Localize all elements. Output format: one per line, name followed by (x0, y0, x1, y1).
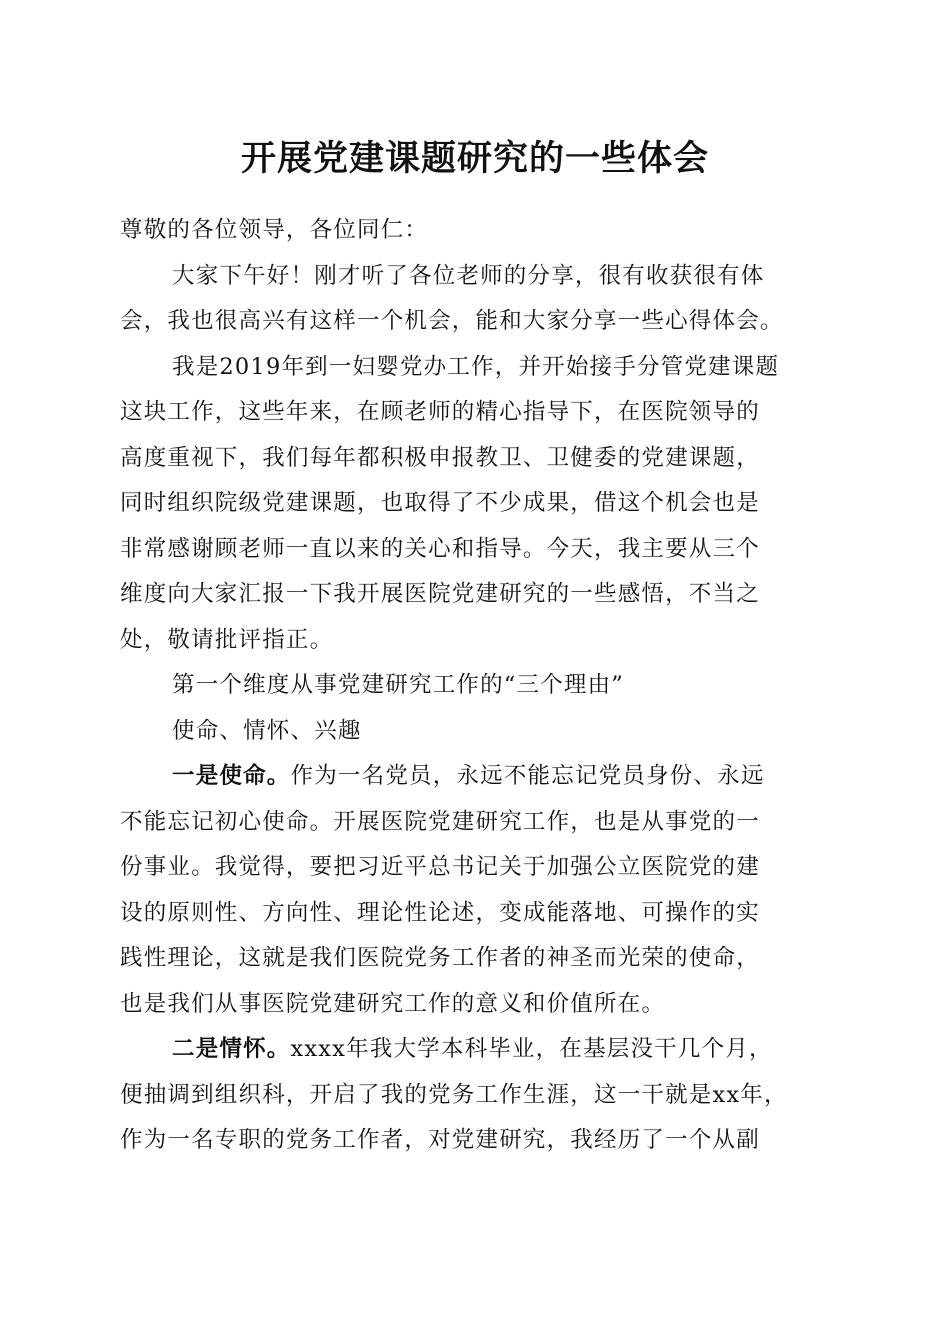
point-text: 作为一名党员，永远不能忘记党员身份、永远 (290, 763, 765, 789)
paragraph-line: 作为一名专职的党务工作者，对党建研究，我经历了一个从副 (120, 1127, 760, 1153)
paragraph-line (120, 1027, 840, 1073)
paragraph-line: 同时组织院级党建课题，也取得了不少成果，借这个机会也是 (120, 490, 760, 516)
paragraph-line (120, 754, 840, 800)
paragraph-line: 高度重视下，我们每年都积极申报教卫、卫健委的党建课题， (120, 444, 760, 471)
paragraph-line: 不能忘记初心使命。开展医院党建研究工作，也是从事党的一 (120, 808, 760, 835)
salutation-line: 尊敬的各位领导，各位同仁： (120, 217, 429, 243)
paragraph-line: 我是2019年到一妇婴党办工作，并开始接手分管党建课题 (172, 353, 780, 380)
paragraph-line: 设的原则性、方向性、理论性论述，变成能落地、可操作的实 (120, 899, 760, 926)
section-heading: 第一个维度从事党建研究工作的“三个理由” (172, 672, 625, 698)
document-body (120, 208, 840, 1164)
document-title: 开展党建课题研究的一些体会 (240, 138, 709, 179)
paragraph-line: 便抽调到组织科，开启了我的党务工作生涯，这一干就是xx年， (120, 1081, 788, 1108)
paragraph-line: 维度向大家汇报一下我开展医院党建研究的一些感悟，不当之 (120, 581, 760, 607)
paragraph-line: 大家下午好！刚才听了各位老师的分享，很有收获很有体 (172, 262, 765, 289)
paragraph-line: 处，敬请批评指正。 (120, 626, 334, 653)
point-text: xxxx年我大学本科毕业，在基层没干几个月， (290, 1036, 773, 1062)
paragraph-line: 会，我也很高兴有这样一个机会，能和大家分享一些心得体会。 (120, 308, 784, 334)
section-subheading: 使命、情怀、兴趣 (172, 717, 362, 744)
paragraph-line: 这块工作，这些年来，在顾老师的精心指导下，在医院领导的 (120, 399, 760, 425)
paragraph-line: 践性理论，这就是我们医院党务工作者的神圣而光荣的使命， (120, 945, 760, 971)
point-lead: 二是情怀。 (172, 1036, 291, 1062)
paragraph-line: 份事业。我觉得，要把习近平总书记关于加强公立医院党的建 (120, 854, 760, 880)
paragraph-line: 也是我们从事医院党建研究工作的意义和价值所在。 (120, 990, 666, 1017)
point-lead: 一是使命。 (172, 763, 291, 789)
paragraph-line: 非常感谢顾老师一直以来的关心和指导。今天，我主要从三个 (120, 535, 760, 562)
